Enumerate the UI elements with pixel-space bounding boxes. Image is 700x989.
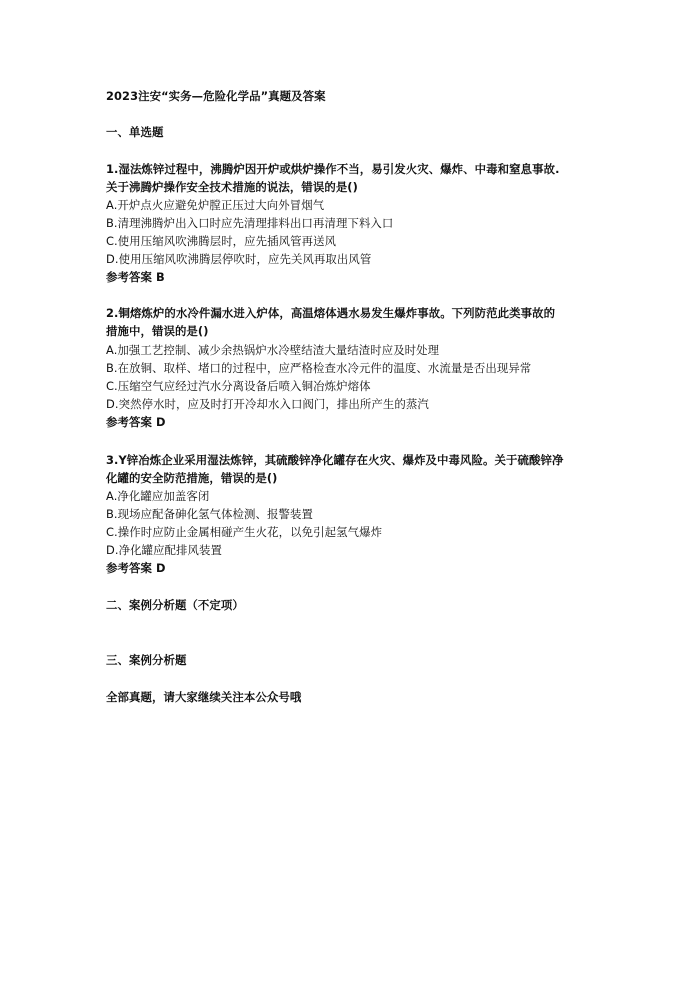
question-option: B.清理沸腾炉出入口时应先清理排料出口再清理下料入口 bbox=[106, 216, 394, 230]
question-stem-line: 化罐的安全防范措施，错误的是() bbox=[106, 471, 278, 485]
document-title: 2023注安“实务—危险化学品”真题及答案 bbox=[106, 89, 326, 103]
section-heading-case-analysis-indefinite: 二、案例分析题（不定项） bbox=[106, 598, 244, 612]
question-option: A.开炉点火应避免炉膛正压过大向外冒烟气 bbox=[106, 198, 325, 212]
question-option: D.净化罐应配排风装置 bbox=[106, 543, 223, 557]
question-stem-line: 1.湿法炼锌过程中，沸腾炉因开炉或烘炉操作不当，易引发火灾、爆炸、中毒和窒息事故. bbox=[106, 162, 560, 176]
question-option: C.使用压缩风吹沸腾层时，应先插风管再送风 bbox=[106, 234, 337, 248]
question-option: C.操作时应防止金属相碰产生火花，以免引起氢气爆炸 bbox=[106, 525, 383, 539]
question-answer: 参考答案 D bbox=[106, 561, 166, 575]
section-heading-case-analysis: 三、案例分析题 bbox=[106, 653, 187, 667]
section-heading-single-choice: 一、单选题 bbox=[106, 125, 164, 139]
question-stem-line: 措施中，错误的是() bbox=[106, 324, 209, 338]
question-option: B.在放铜、取样、堵口的过程中，应严格检查水冷元件的温度、水流量是否出现异常 bbox=[106, 361, 532, 375]
question-stem-line: 3.Y锌冶炼企业采用湿法炼锌，其硫酸锌净化罐存在火灾、爆炸及中毒风险。关于硫酸锌净 bbox=[106, 453, 564, 467]
question-option: A.净化罐应加盖客闭 bbox=[106, 489, 210, 503]
question-option: B.现场应配备砷化氢气体检测、报警装置 bbox=[106, 507, 313, 521]
question-stem-line: 关于沸腾炉操作安全技术措施的说法，错误的是() bbox=[106, 180, 358, 194]
question-option: D.使用压缩风吹沸腾层停吹时，应先关风再取出风管 bbox=[106, 252, 372, 266]
question-option: C.压缩空气应经过汽水分离设备后喷入铜冶炼炉熔体 bbox=[106, 379, 371, 393]
closing-note: 全部真题，请大家继续关注本公众号哦 bbox=[106, 690, 302, 704]
question-option: D.突然停水时，应及时打开冷却水入口阀门，排出所产生的蒸汽 bbox=[106, 397, 429, 411]
question-answer: 参考答案 D bbox=[106, 415, 166, 429]
question-option: A.加强工艺控制、减少余热锅炉水冷壁结渣大量结渣时应及时处理 bbox=[106, 343, 440, 357]
question-answer: 参考答案 B bbox=[106, 270, 165, 284]
question-stem-line: 2.铜熔炼炉的水冷件漏水进入炉体，高温熔体遇水易发生爆炸事故。下列防范此类事故的 bbox=[106, 306, 556, 320]
